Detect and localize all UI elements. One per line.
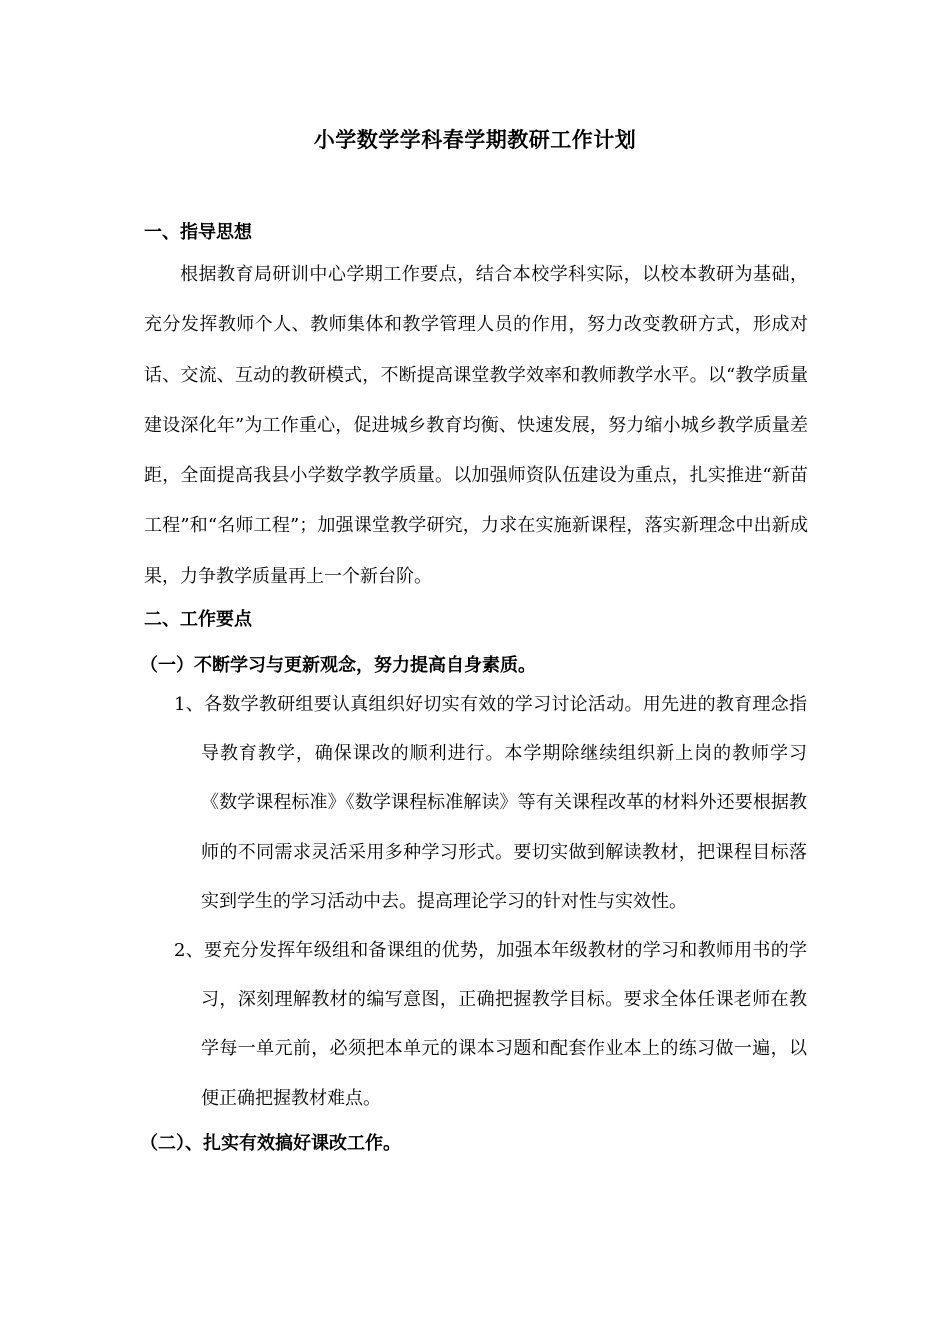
list-item-2: 2、要充分发挥年级组和备课组的优势，加强本年级教材的学习和教师用书的学习，深刻理解教材的编写意图，正确把握教学目标。要求全体任课老师在教学每一单元前，必须把本单元的课本习题和配套作业本上的练习做一遍，以便正确把握教材难点。 (174, 940, 807, 1109)
section-paragraph-guiding-ideology: 根据教育局研训中心学期工作要点，结合本校学科实际，以校本教研为基础，充分发挥教师个人、教师集体和教学管理人员的作用，努力改变教研方式，形成对话、交流、互动的教研模式，不断提高课堂教学效率和教师教学水平。以“教学质量建设深化年”为工作重心，促进城乡教育均衡、快速发展，努力缩小城乡教学质量差距，全面提高我县小学数学教学质量。以加强师资队伍建设为重点，扎实推进“新苗工程”和“名师工程”；加强课堂教学研究，力求在实施新课程，落实新理念中出新成果，力争教学质量再上一个新台阶。 (144, 264, 808, 587)
list-item-1: 1、各数学教研组要认真组织好切实有效的学习讨论活动。用先进的教育理念指导教育教学，确保课改的顺利进行。本学期除继续组织新上岗的教师学习《数学课程标准》《数学课程标准解读》等有关课程改革的材料外还要根据教师的不同需求灵活采用多种学习形式。要切实做到解读教材，把课程目标落实到学生的学习活动中去。提高理论学习的针对性与实效性。 (174, 694, 807, 912)
section-heading-work-points: 二、工作要点 (144, 609, 252, 630)
subsection-heading-curriculum-reform: （二）、扎实有效搞好课改工作。 (140, 1133, 401, 1154)
section-heading-guiding-ideology: 一、指导思想 (144, 222, 252, 243)
document-title: 小学数学学科春学期教研工作计划 (313, 127, 637, 152)
subsection-heading-learning: （一）不断学习与更新观念，努力提高自身素质。 (140, 655, 536, 676)
